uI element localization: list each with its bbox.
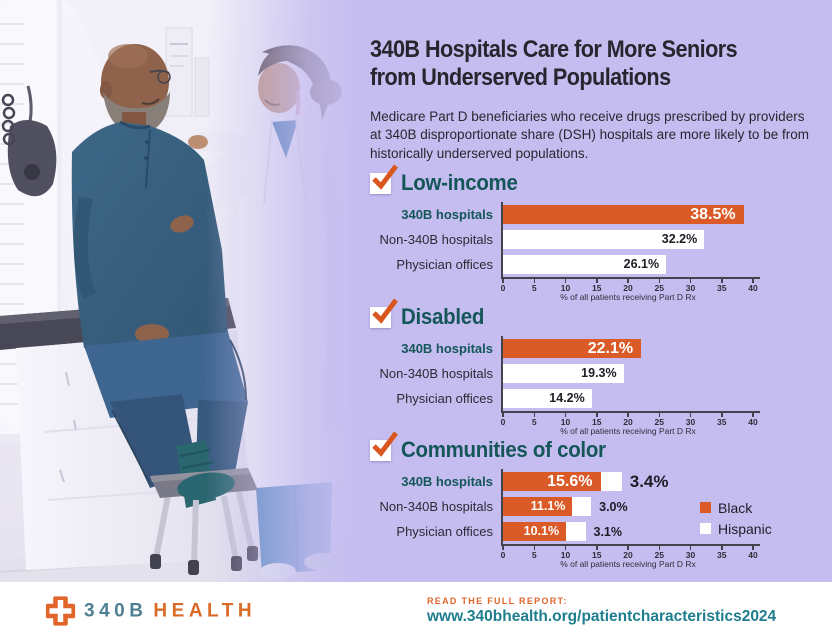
bar-value-label: 22.1%	[587, 339, 634, 357]
row-label: 340B hospitals	[401, 474, 493, 489]
bar	[503, 205, 744, 224]
legend-swatch-black	[700, 502, 711, 513]
chart-row	[370, 336, 822, 361]
bar-segment-hispanic	[572, 497, 591, 516]
x-axis-label: % of all patients receiving Part D Rx	[560, 292, 696, 302]
logo-text-340b: 340B	[84, 600, 148, 621]
axis-tick-label: 30	[685, 549, 696, 560]
photo-illustration	[0, 0, 365, 582]
chart-section-low-income	[370, 170, 822, 302]
bar-value-label: 19.3%	[581, 366, 617, 381]
bar-value-label: 38.5%	[690, 205, 736, 223]
bar	[503, 230, 704, 249]
legend-item-black	[700, 497, 772, 518]
chart-row	[370, 227, 822, 252]
bar-value-label: 14.2%	[549, 391, 585, 406]
bar	[503, 339, 641, 358]
axis-tick-label: 15	[592, 282, 602, 293]
bar-value-label: 3.0%	[599, 499, 628, 514]
bar-value-label: 3.1%	[593, 524, 622, 539]
chart-row	[370, 361, 822, 386]
checkmark-icon	[370, 173, 391, 194]
chart-row	[370, 469, 822, 494]
row-label: Physician offices	[396, 257, 493, 272]
row-plot	[501, 361, 758, 386]
axis-tick-label: 0	[500, 416, 506, 427]
axis-tick-label: 20	[623, 282, 633, 293]
axis-tick-label: 25	[654, 282, 664, 293]
bar-value-label: 11.1%	[530, 499, 566, 514]
axis-tick-label: 0	[500, 282, 506, 293]
x-axis-ticks	[500, 546, 758, 560]
page-title	[370, 36, 822, 93]
row-label: Non-340B hospitals	[379, 232, 493, 247]
section-title: Low-income	[401, 170, 518, 195]
report-url-link[interactable]: www.340bhealth.org/patientcharacteristics2024	[427, 608, 777, 625]
x-axis-label: % of all patients receiving Part D Rx	[560, 426, 696, 436]
axis-tick-label: 25	[654, 549, 664, 560]
checkmark-icon	[370, 440, 391, 461]
bar-value-label: 15.6%	[547, 472, 593, 490]
x-axis-label: % of all patients receiving Part D Rx	[560, 559, 696, 569]
section-title: Disabled	[401, 304, 485, 329]
bar-segment-black	[503, 472, 601, 491]
section-header	[370, 170, 822, 196]
axis-tick-label: 0	[500, 549, 506, 560]
axis-tick-label: 40	[748, 282, 758, 293]
section-title: Communities of color	[401, 437, 606, 462]
section-header	[370, 437, 822, 463]
axis-tick-label: 30	[685, 416, 696, 427]
logo-text-health: HEALTH	[153, 600, 257, 621]
bar-chart	[370, 202, 822, 277]
340b-health-logo	[45, 596, 256, 627]
bar-value-label: 10.1%	[523, 524, 560, 539]
cross-icon	[45, 596, 76, 627]
axis-tick-label: 15	[592, 416, 602, 427]
bar-value-label: 32.2%	[661, 232, 698, 247]
row-label: Non-340B hospitals	[379, 499, 493, 514]
row-plot	[501, 336, 758, 361]
axis-tick-label: 30	[685, 282, 696, 293]
row-label: 340B hospitals	[401, 207, 493, 222]
row-plot	[501, 227, 758, 252]
axis-tick-label: 5	[531, 282, 537, 293]
x-axis-ticks	[500, 413, 758, 427]
bar-segment-black	[503, 522, 566, 541]
axis-tick-label: 35	[717, 549, 727, 560]
bar-segment-hispanic	[601, 472, 622, 491]
page-title-line2: from Underserved Populations	[370, 64, 671, 92]
bar-value-label: 3.4%	[629, 471, 669, 491]
bar-value-label: 26.1%	[623, 257, 660, 272]
chart-section-communities-of-color	[370, 437, 822, 569]
axis-tick-label: 5	[531, 416, 537, 427]
row-label: 340B hospitals	[401, 341, 493, 356]
exam-room-photo	[0, 0, 365, 582]
legend-label: Black	[718, 499, 753, 516]
chart-section-disabled	[370, 304, 822, 436]
axis-tick-label: 15	[592, 549, 602, 560]
row-plot	[501, 386, 758, 411]
bar	[503, 255, 666, 274]
row-plot	[501, 469, 758, 494]
row-label: Physician offices	[396, 524, 493, 539]
infographic-content	[370, 0, 822, 582]
bar-segment-hispanic	[566, 522, 585, 541]
row-label: Physician offices	[396, 391, 493, 406]
bar-chart	[370, 336, 822, 411]
row-plot	[501, 252, 758, 277]
section-header	[370, 304, 822, 330]
page-subtitle: Medicare Part D beneficiaries who receive drugs prescribed by providers at 340B disproportionate share (DSH) hospitals are more likely to be from historically underserved populations.	[370, 109, 809, 161]
axis-tick-label: 40	[748, 416, 758, 427]
legend-swatch-hispanic	[700, 523, 711, 534]
row-plot	[501, 202, 758, 227]
legend-item-hispanic	[700, 518, 772, 539]
axis-tick-label: 10	[560, 416, 571, 427]
axis-tick-label: 5	[531, 549, 537, 560]
checkmark-icon	[370, 307, 391, 328]
axis-tick-label: 25	[654, 416, 664, 427]
row-label: Non-340B hospitals	[379, 366, 493, 381]
x-axis-ticks	[500, 279, 758, 293]
axis-tick-label: 10	[560, 282, 571, 293]
axis-tick-label: 20	[623, 416, 633, 427]
legend-label: Hispanic	[718, 520, 772, 537]
chart-row	[370, 252, 822, 277]
axis-tick-label: 35	[717, 282, 727, 293]
axis-tick-label: 20	[623, 549, 633, 560]
chart-row	[370, 202, 822, 227]
footer-bar	[0, 582, 832, 640]
bar	[503, 389, 592, 408]
axis-tick-label: 40	[748, 549, 758, 560]
axis-tick-label: 10	[560, 549, 571, 560]
report-label: READ THE FULL REPORT:	[427, 596, 568, 606]
report-callout	[427, 596, 776, 626]
page-title-line1: 340B Hospitals Care for More Seniors	[370, 36, 738, 63]
bar	[503, 364, 624, 383]
chart-row	[370, 386, 822, 411]
bar-segment-black	[503, 497, 572, 516]
chart-legend	[700, 497, 772, 539]
axis-tick-label: 35	[717, 416, 727, 427]
